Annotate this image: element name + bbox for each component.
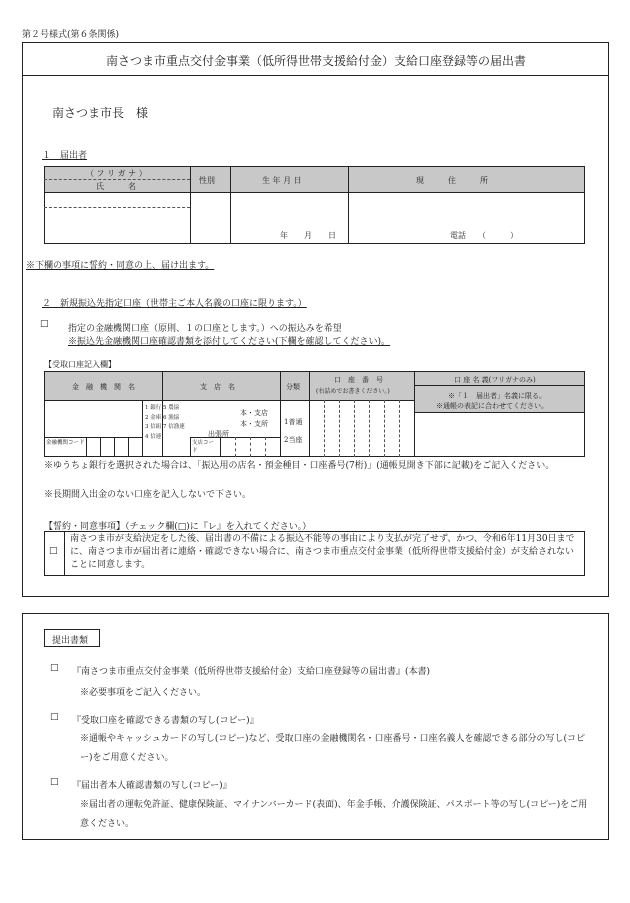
consent-heading: 【誓約・同意事項】（チェック欄(□)に『レ』を入れてください。） [44, 522, 312, 532]
number-note: (右詰めでお書きください。) [316, 388, 390, 395]
phone-label: 電話 （ ） [450, 231, 518, 240]
form-number: 第２号様式(第６条関係) [22, 30, 120, 40]
note-yucho: ※ゆうちょ銀行を選択された場合は、「振込用の店名・預金種目・口座番号(7桁)」(通帳見開き下部に記載)をご記入ください。 [44, 461, 555, 471]
doc-item-note: ※必要事項をご記入ください。 [80, 688, 207, 698]
holder-note1: ※「１ 届出者」名義に限る。 [448, 392, 546, 400]
option-checkbox[interactable]: □ [40, 319, 49, 329]
account-type-item: 1普通 [284, 418, 303, 426]
pledge-note: ※下欄の事項に誓約・同意の上、届け出ます。 [26, 261, 215, 271]
branch-code-label: 支店コード [192, 440, 215, 454]
number-header: 口 座 番 号 [334, 376, 383, 384]
bank-code-label: 金融機関コード [46, 440, 85, 446]
doc-item-title: 『届出者本人確認書類の写し(コピー)』 [72, 781, 232, 791]
consent-checkbox[interactable]: □ [49, 546, 58, 556]
doc-item-title: 『受取口座を確認できる書類の写し(コピー)』 [72, 716, 259, 726]
consent-text: 南さつま市が支給決定をした後、届出書の不備による振込不能等の事由により支払が完了せず、かつ、令和6年11月30日までに、南さつま市が届出者に連絡・確認できない場合に、南さつま市重点交付金事業（低所得世帯支援給付金）が支給されないことに同意します。 [70, 534, 575, 570]
doc-checkbox[interactable]: □ [50, 777, 59, 787]
branch-type-item: 本・支店 [240, 409, 268, 417]
doc-item-note: ※届出者の運転免許証、健康保険証、マイナンバーカード(表面)、年金手帳、介護保険証、パスポート等の写し(コピー)をご用意ください。 [80, 800, 588, 829]
name-label: 氏 名 [96, 182, 136, 191]
form-frame [22, 42, 609, 597]
bank-type-item: 1 銀行 5 農協 [145, 405, 180, 411]
section2-heading: ２ 新規振込先指定口座（世帯主ご本人名義の口座に限ります。） [42, 299, 307, 309]
furigana-label: （ フ リ ガ ナ ） [86, 169, 147, 178]
address-label: 現 住 所 [416, 176, 488, 185]
holder-note2: ※通帳の表記に合わせてください。 [436, 402, 548, 410]
holder-header: 口 座 名 義(フリガナのみ) [454, 376, 536, 384]
branch-name-header: 支 店 名 [200, 383, 235, 391]
account-label: 【受取口座記入欄】 [44, 360, 116, 369]
birthdate-label: 生 年 月 日 [262, 176, 302, 185]
bank-type-item: 4 信連 [145, 433, 162, 440]
form-title: 南さつま市重点交付金事業（低所得世帯支援給付金）支給口座登録等の届出書 [106, 54, 527, 68]
doc-item-note: ※通帳やキャッシュカードの写し(コピー)など、受取口座の金融機関名・口座番号・口座名義人を確認できる部分の写し(コピー)をご用意ください。 [80, 734, 585, 763]
doc-item-title: 『南さつま市重点交付金事業（低所得世帯支援給付金）支給口座登録等の届出書』(本書) [72, 667, 431, 677]
date-units: 年 月 日 [280, 231, 336, 240]
bank-name-header: 金 融 機 関 名 [72, 383, 135, 391]
account-type-item: 2当座 [284, 436, 303, 444]
type-header: 分類 [286, 383, 300, 391]
branch-type-item: 出張所 [208, 430, 229, 438]
addressee: 南さつま市長 様 [52, 106, 149, 120]
note-dormant: ※長期間入出金のない口座を記入しないで下さい。 [44, 490, 252, 500]
doc-checkbox[interactable]: □ [50, 663, 59, 673]
gender-label: 性別 [199, 176, 215, 185]
option-subtext: ※振込先金融機関口座確認書類を添付してください(下欄を確認してください)。 [68, 337, 391, 347]
section1-heading: １ 届出者 [42, 151, 88, 161]
doc-checkbox[interactable]: □ [50, 712, 59, 722]
option-text: 指定の金融機関口座（原則、１の口座とします。）への振込みを希望 [68, 324, 342, 334]
branch-type-item: 本・支所 [240, 420, 268, 428]
bank-type-item: 3 信組 7 信漁連 [145, 424, 185, 430]
documents-heading: 提出書類 [52, 636, 89, 646]
bank-type-list [145, 404, 185, 442]
bank-type-item: 2 金庫 6 漁協 [145, 414, 180, 421]
